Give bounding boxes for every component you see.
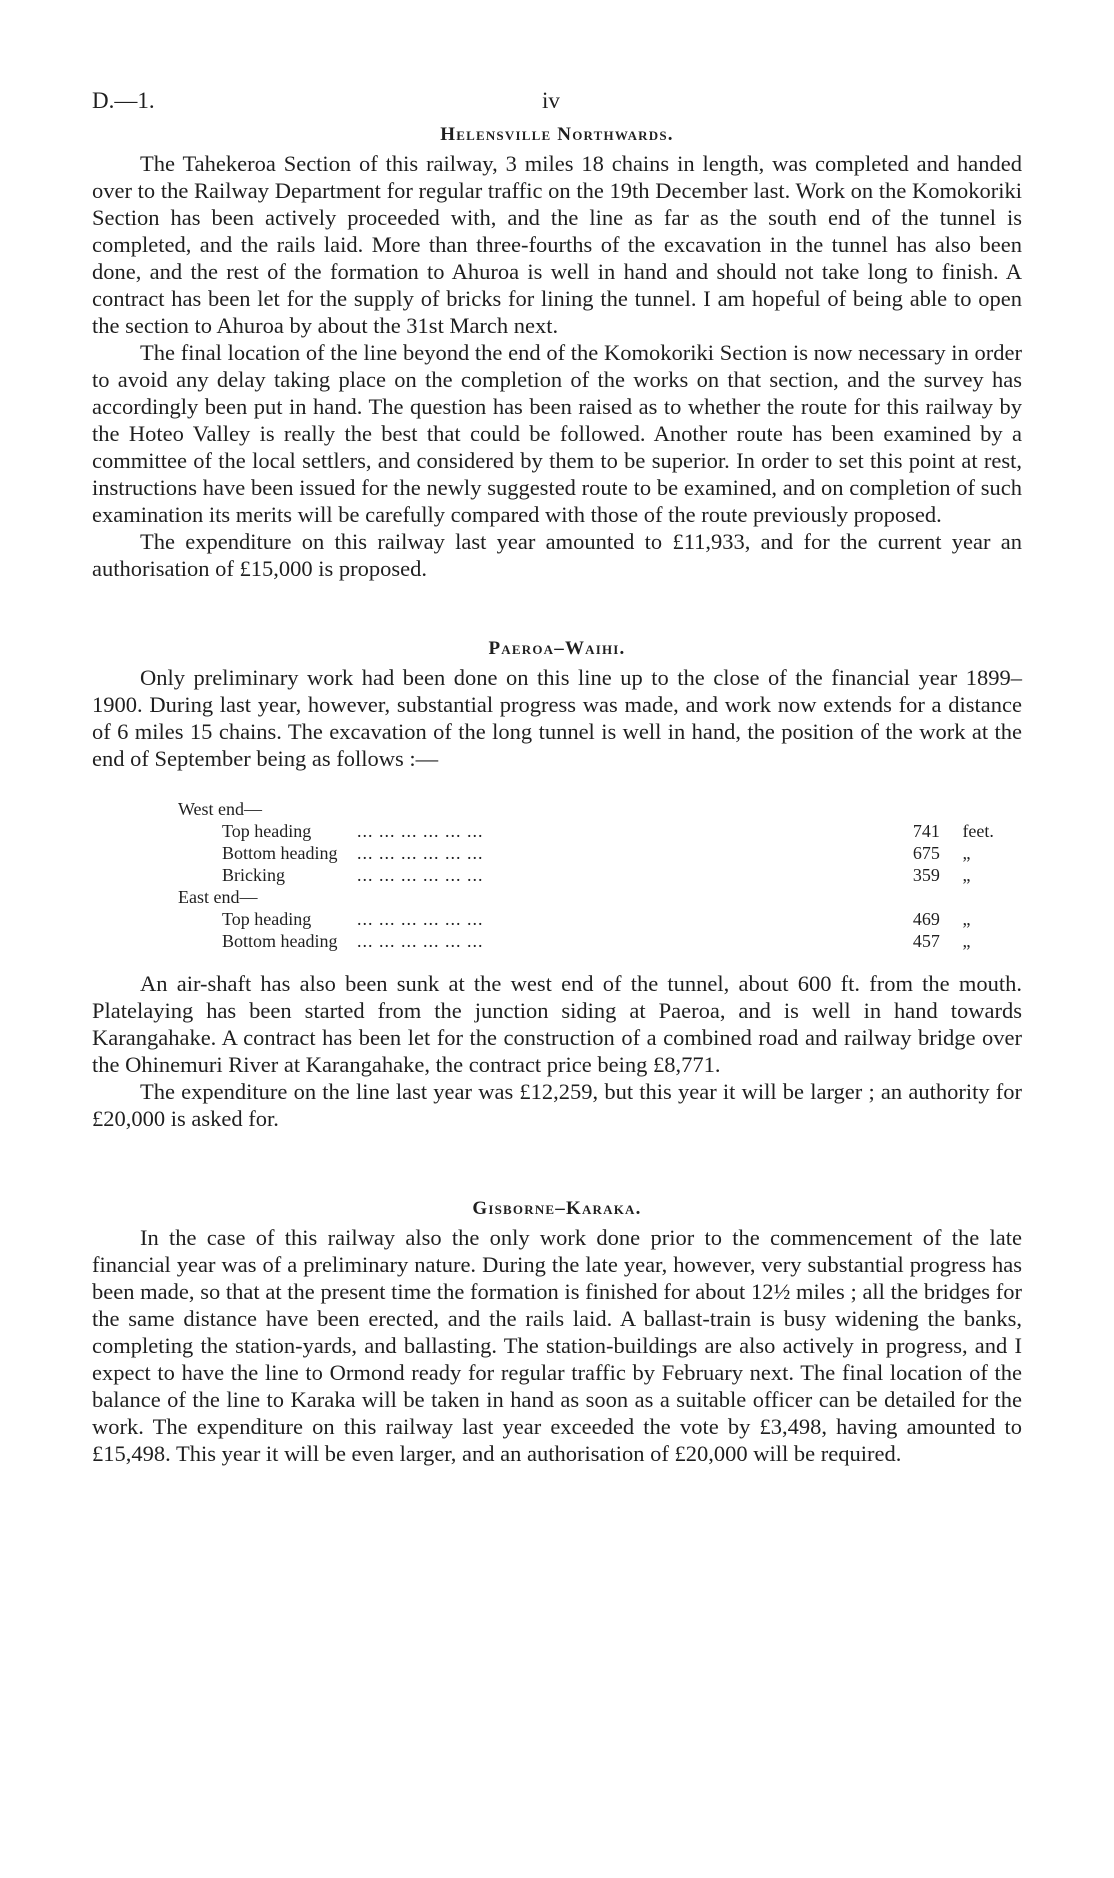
table-row: Top heading ... ... ... ... ... ... 469 „ — [222, 909, 971, 929]
table-row: Bottom heading ... ... ... ... ... ... 675 „ — [222, 843, 971, 863]
section-title-helensville: Helensville Northwards. — [440, 124, 674, 145]
table-group-label: West end— — [178, 799, 263, 819]
paragraph: Only preliminary work had been done on this line up to the close of the financial year 1899–1900. During last year, however, substantial progress was made, and work now extends for a distance of 6 miles 15 chains. The excavation of the long tunnel is well in hand, the position of the work at the end of September being as follows :— — [92, 665, 1022, 771]
tunnel-progress-table — [178, 798, 1022, 952]
table-row: Bricking ... ... ... ... ... ... 359 „ — [222, 865, 971, 885]
paragraph: The expenditure on this railway last year amounted to £11,933, and for the current year an authorisation of £15,000 is proposed. — [92, 529, 1022, 581]
paragraph: The final location of the line beyond the end of the Komokoriki Section is now necessary in order to avoid any delay taking place on the completion of the works on that section, and the survey has accordingly been put in hand. The question has been raised as to whether the route for this railway by the Hoteo Valley is really the best that could be followed. Another route has been examined by a committee of the local settlers, and considered by them to be superior. In order to set this point at rest, instructions have been issued for the newly suggested route to be examined, and on completion of such examination its merits will be carefully compared with those of the route previously proposed. — [92, 340, 1022, 527]
table-group-label: East end— — [178, 887, 258, 907]
paragraph: The Tahekeroa Section of this railway, 3 miles 18 chains in length, was completed and handed over to the Railway Department for regular traffic on the 19th December last. Work on the Komokoriki Section has been actively proceeded with, and the line as far as the south end of the tunnel is completed, and the rails laid. More than three-fourths of the excavation in the tunnel has also been done, and the rest of the formation to Ahuroa is well in hand and should not take long to finish. A contract has been let for the supply of bricks for lining the tunnel. I am hopeful of being able to open the section to Ahuroa by about the 31st March next. — [92, 151, 1022, 338]
section-title-paeroa-waihi: Paeroa–Waihi. — [488, 638, 626, 659]
table-row: Top heading ... ... ... ... ... ... 741 feet. — [222, 821, 994, 841]
section-title-gisborne-karaka: Gisborne–Karaka. — [472, 1198, 642, 1219]
page-number: iv — [542, 88, 560, 113]
paragraph: An air-shaft has also been sunk at the west end of the tunnel, about 600 ft. from the mouth. Platelaying has been started from the junction siding at Paeroa, and is well in hand towards Karangahake. A contract has been let for the construction of a combined road and railway bridge over the Ohinemuri River at Karangahake, the contract price being £8,771. — [92, 971, 1022, 1077]
paragraph: The expenditure on the line last year was £12,259, but this year it will be larger ; an authority for £20,000 is asked for. — [92, 1079, 1022, 1131]
page-header — [92, 74, 1022, 120]
document-reference: D.—1. — [92, 88, 155, 113]
table-row: Bottom heading ... ... ... ... ... ... 457 „ — [222, 931, 971, 951]
document-page — [92, 74, 1022, 1467]
paragraph: In the case of this railway also the only work done prior to the commencement of the late financial year was of a preliminary nature. During the late year, however, very substantial progress has been made, so that at the present time the formation is finished for about 12½ miles ; all the bridges for the same distance have been erected, and the rails laid. A ballast-train is busy widening the banks, completing the station-yards, and ballasting. The station-buildings are also actively in progress, and I expect to have the line to Ormond ready for regular traffic by February next. The final location of the balance of the line to Karaka will be taken in hand as soon as a suitable officer can be detailed for the work. The expenditure on this railway last year exceeded the vote by £3,498, having amounted to £15,498. This year it will be even larger, and an authorisation of £20,000 will be required. — [92, 1225, 1022, 1466]
